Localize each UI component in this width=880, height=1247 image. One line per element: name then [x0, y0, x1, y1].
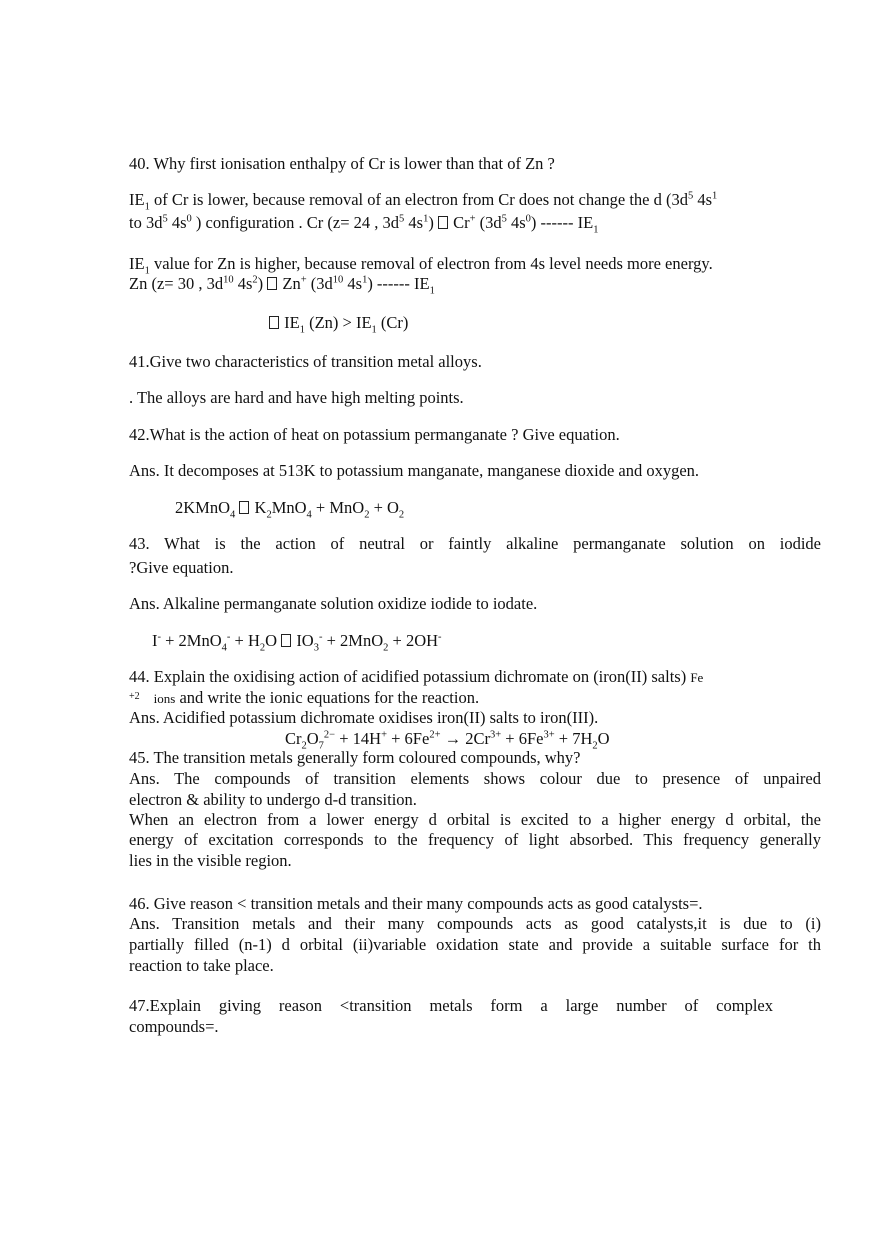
q45-question: 45. The transition metals generally form coloured compounds, why? — [129, 748, 581, 767]
q40-question: 40. Why first ionisation enthalpy of Cr is lower than that of Zn ? — [129, 154, 555, 173]
q45-answer-line-1: Ans. The compounds of transition elements shows colour due to presence of unpaired — [129, 769, 821, 788]
q43-question-line-1: 43. What is the action of neutral or faintly alkaline permanganate solution on iodide — [129, 534, 821, 553]
q40-answer-line-1: $IE_1$ of Cr is lower, because removal of an electron from Cr does not change the d ($3d^5$ $4s^1$ — [129, 190, 718, 213]
q42-answer: Ans. It decomposes at 513K to potassium manganate, manganese dioxide and oxygen. — [129, 461, 700, 480]
therefore-missing-glyph-icon — [269, 315, 280, 328]
q41-question: 41.Give two characteristics of transition metal alloys. — [129, 352, 482, 371]
arrow-missing-glyph-icon — [438, 215, 449, 228]
q46-answer-line-1: Ans. Transition metals and their many compounds acts as good catalysts,it is due to (i) — [129, 914, 821, 933]
q46-answer-line-3: reaction to take place. — [129, 956, 274, 975]
q43-equation: $I^- + 2MnO_4^- + H_2O$ $IO_3^- + 2MnO_2 + 2OH^-$ — [152, 631, 442, 654]
q42-equation: 2KMnO$_4$ $K_2MnO_4 + MnO_2 + O_2$ — [175, 498, 405, 521]
q40-answer-line-2: to $3d^5$ $4s^0$ ) configuration . Cr (z= 24 , $3d^5$ $4s^1$) Cr+ ($3d^5$ $4s^0$) ------ $IE_1$ — [129, 213, 599, 236]
q42-question: 42.What is the action of heat on potassium permanganate ? Give equation. — [129, 425, 620, 444]
q40-answer-line-4: Zn (z= 30 , $3d^{10}$ $4s^2$) Zn+ ($3d^{10}$ $4s^1$) ------ $IE_1$ — [129, 274, 435, 297]
q40-conclusion: $IE_1$ $(Zn) > IE_1$ (Cr) — [269, 313, 408, 333]
q47-question-line-1: 47.Explain giving reason <transition metals form a large number of complex — [129, 996, 773, 1015]
q43-question-line-2: ?Give equation. — [129, 558, 234, 577]
q44-equation: $Cr_2O_7^{2-} + 14H^+ + 6Fe^{2+} \to 2Cr^{3+} + 6Fe^{3+} + 7H_2O$ — [285, 729, 610, 752]
q43-answer: Ans. Alkaline permanganate solution oxidize iodide to iodate. — [129, 594, 538, 613]
q45-answer-line-5: lies in the visible region. — [129, 851, 292, 870]
q46-question: 46. Give reason < transition metals and their many compounds acts as good catalysts=. — [129, 894, 703, 913]
arrow-missing-glyph-icon — [267, 276, 278, 289]
q44-question-line-1: 44. Explain the oxidising action of acidified potassium dichromate on (iron(II) salts) Fe — [129, 667, 704, 686]
q40-answer-line-3: $IE_1$ value for Zn is higher, because removal of electron from 4s level needs more energy. — [129, 254, 713, 277]
arrow-missing-glyph-icon — [281, 633, 292, 646]
q41-answer: . The alloys are hard and have high melting points. — [129, 388, 464, 407]
q45-answer-line-4: energy of excitation corresponds to the frequency of light absorbed. This frequency generally — [129, 830, 821, 849]
q45-answer-line-3: When an electron from a lower energy d orbital is excited to a higher energy d orbital, the — [129, 810, 821, 829]
q45-answer-line-2: electron & ability to undergo d-d transition. — [129, 790, 417, 809]
arrow-missing-glyph-icon — [239, 500, 250, 513]
q44-question-line-2: $^{+2}$ ions and write the ionic equations for the reaction. — [129, 688, 480, 707]
q46-answer-line-2: partially filled (n-1) d orbital (ii)variable oxidation state and provide a suitable surface for th — [129, 935, 821, 954]
q44-answer: Ans. Acidified potassium dichromate oxidises iron(II) salts to iron(III). — [129, 708, 599, 727]
q47-question-line-2: compounds=. — [129, 1017, 219, 1036]
